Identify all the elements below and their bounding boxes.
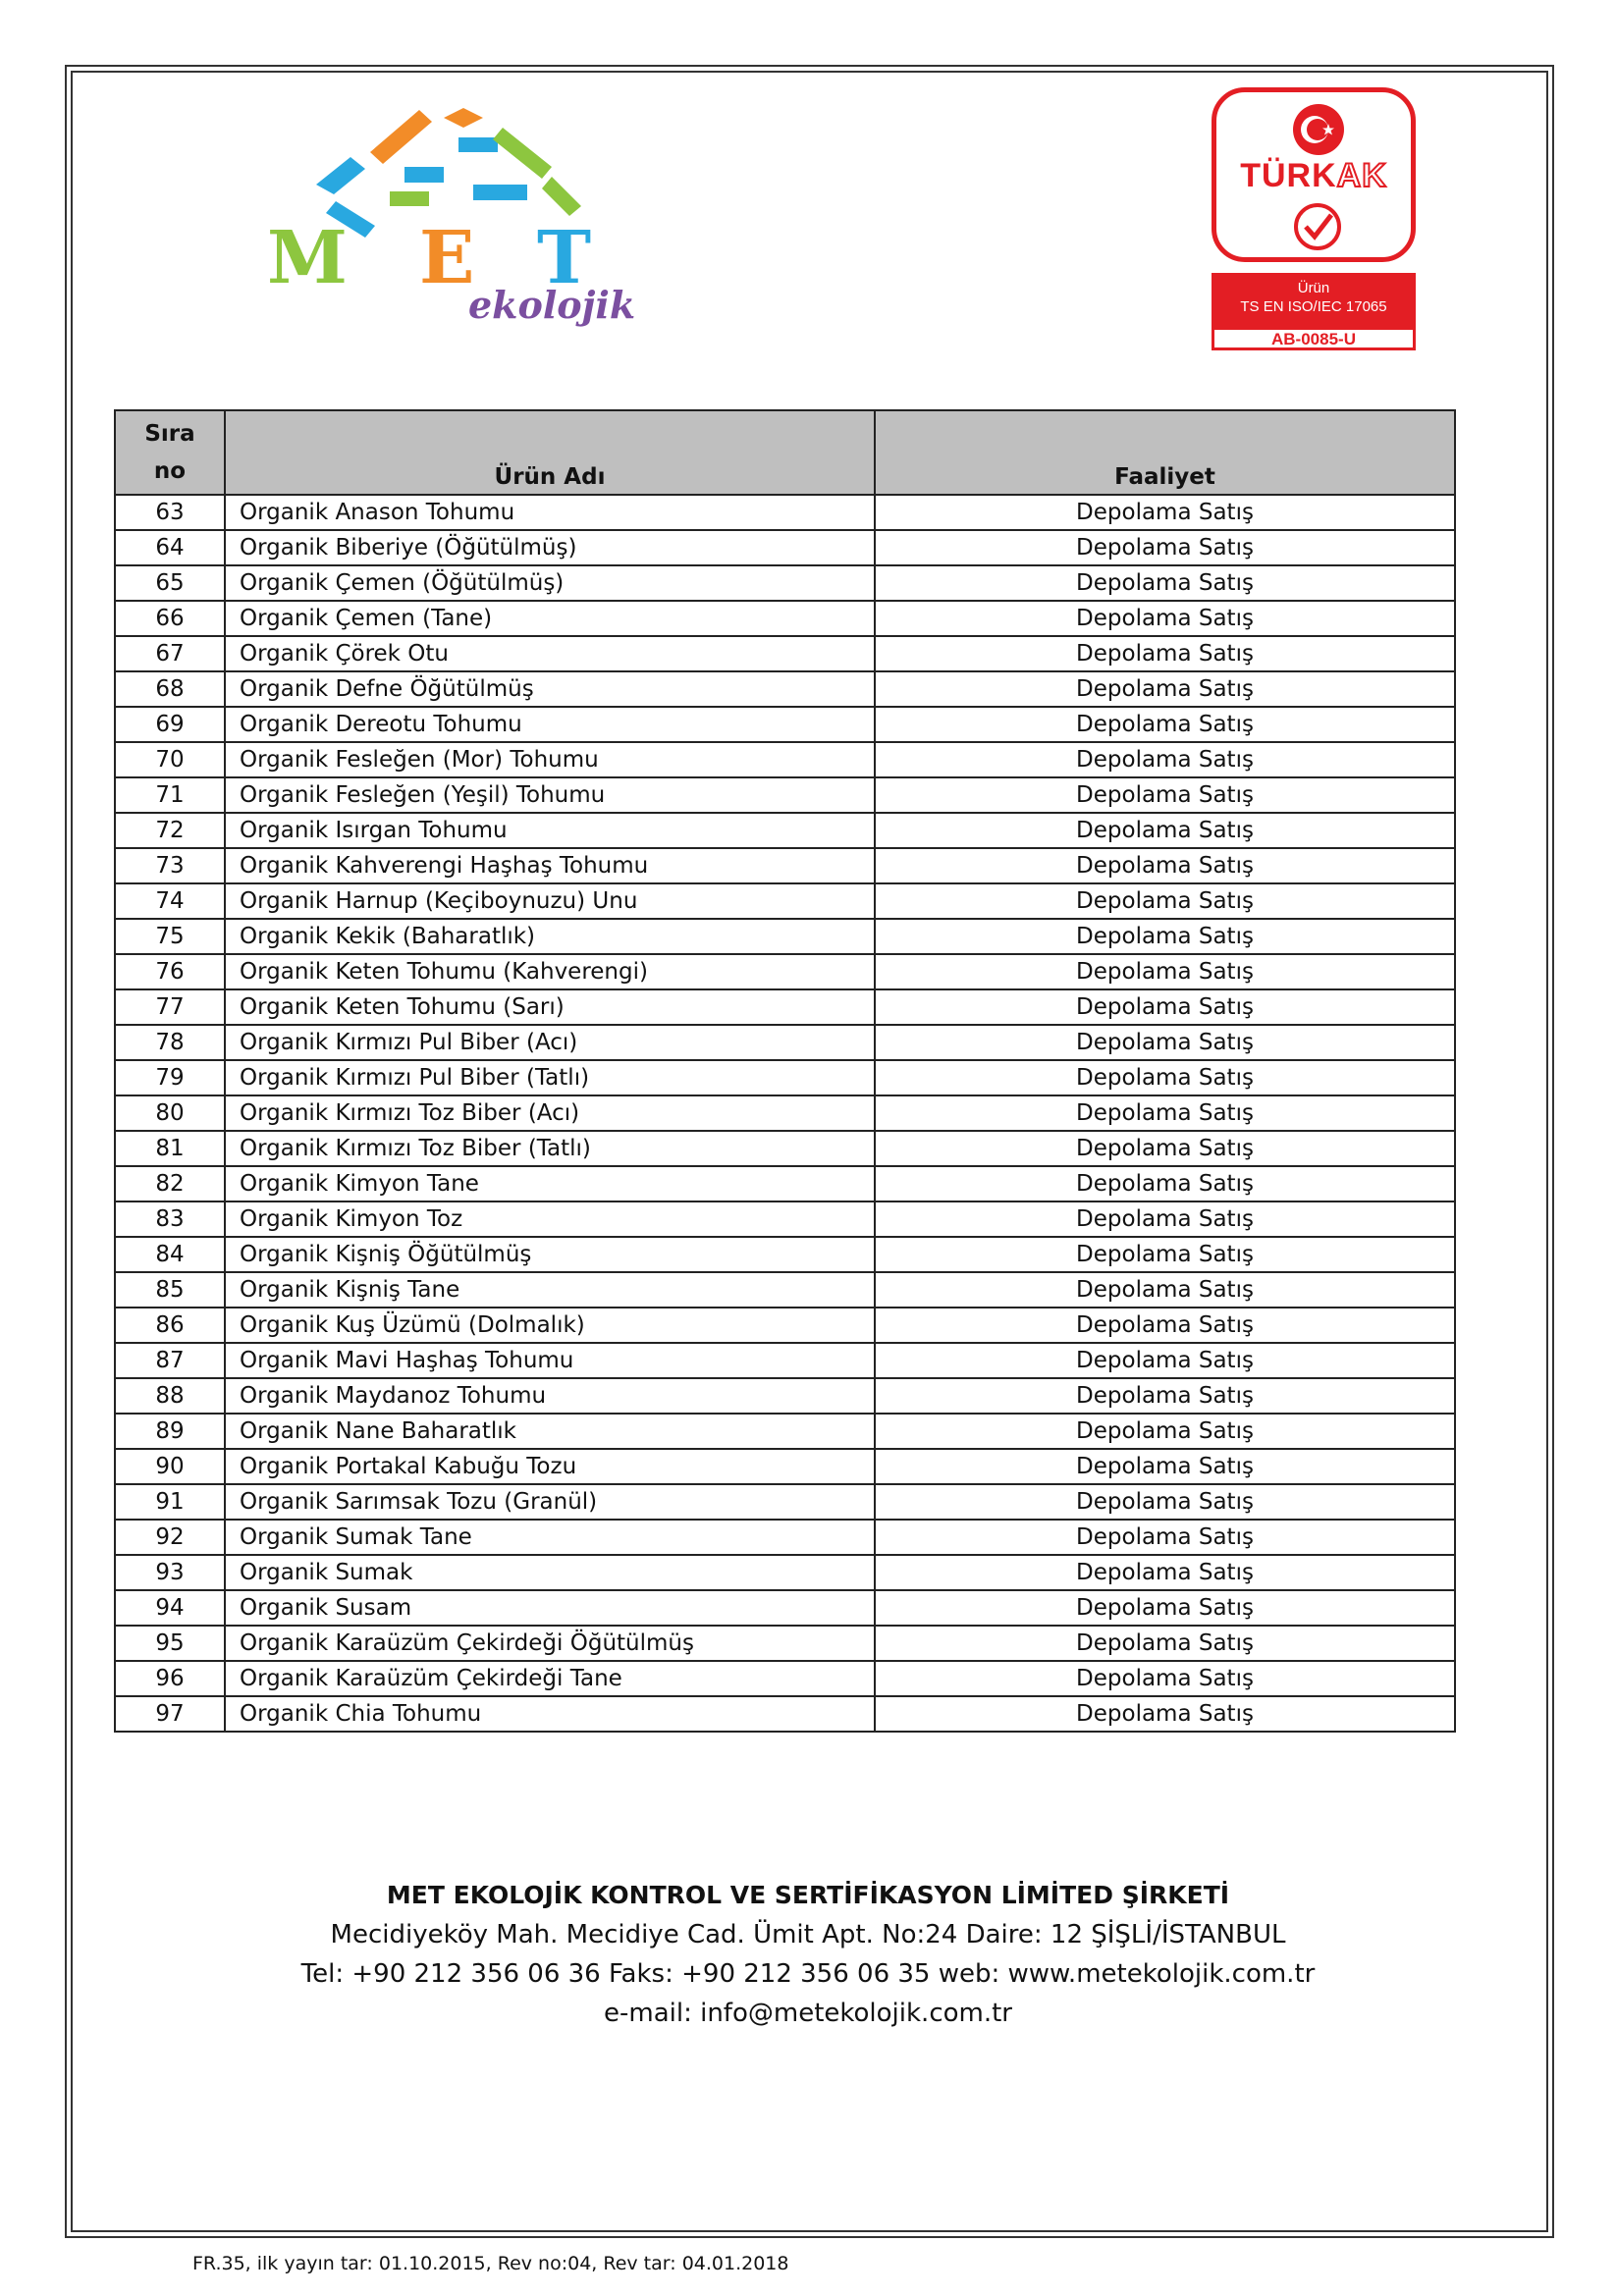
table-row	[115, 1025, 1455, 1060]
row-number: 73	[115, 848, 225, 883]
form-code: FR.35, ilk yayın tar: 01.10.2015, Rev no:04, Rev tar: 04.01.2018	[192, 2253, 789, 2274]
row-activity: Depolama Satış	[875, 1272, 1455, 1308]
table-row	[115, 777, 1455, 813]
row-number: 84	[115, 1237, 225, 1272]
table-row	[115, 1272, 1455, 1308]
row-number: 92	[115, 1520, 225, 1555]
row-activity: Depolama Satış	[875, 1166, 1455, 1201]
footer-company-name: MET EKOLOJİK KONTROL VE SERTİFİKASYON LİMİTED ŞİRKETİ	[386, 1881, 1230, 1909]
table-row	[115, 1626, 1455, 1661]
table-row	[115, 1201, 1455, 1237]
table-row	[115, 601, 1455, 636]
row-number: 87	[115, 1343, 225, 1378]
row-product-name: Organik Biberiye (Öğütülmüş)	[225, 530, 875, 565]
row-number: 67	[115, 636, 225, 671]
row-number: 86	[115, 1308, 225, 1343]
row-number: 97	[115, 1696, 225, 1732]
turkak-band-line1: Ürün	[1297, 280, 1330, 296]
row-product-name: Organik Sumak	[225, 1555, 875, 1590]
table-row	[115, 495, 1455, 530]
turkak-code: AB-0085-U	[1212, 327, 1416, 350]
row-product-name: Organik Karaüzüm Çekirdeği Tane	[225, 1661, 875, 1696]
turkish-flag-icon	[1293, 104, 1344, 155]
row-activity: Depolama Satış	[875, 707, 1455, 742]
footer-address: Mecidiyeköy Mah. Mecidiye Cad. Ümit Apt. No:24 Daire: 12 ŞİŞLİ/İSTANBUL	[330, 1920, 1286, 1949]
row-number: 90	[115, 1449, 225, 1484]
table-row	[115, 1237, 1455, 1272]
row-number: 79	[115, 1060, 225, 1095]
met-letter-e: E	[419, 216, 475, 300]
row-product-name: Organik Harnup (Keçiboynuzu) Unu	[225, 883, 875, 919]
row-activity: Depolama Satış	[875, 1237, 1455, 1272]
row-activity: Depolama Satış	[875, 1201, 1455, 1237]
row-number: 68	[115, 671, 225, 707]
header-sira-no	[115, 410, 225, 495]
row-product-name: Organik Sarımsak Tozu (Granül)	[225, 1484, 875, 1520]
row-number: 65	[115, 565, 225, 601]
row-product-name: Organik Chia Tohumu	[225, 1696, 875, 1732]
header-urun-adi: Ürün Adı	[225, 410, 875, 495]
met-ekolojik-wordmark: ekolojik	[468, 283, 636, 327]
row-number: 89	[115, 1414, 225, 1449]
row-number: 77	[115, 989, 225, 1025]
table-row	[115, 565, 1455, 601]
table-row	[115, 1378, 1455, 1414]
row-activity: Depolama Satış	[875, 1095, 1455, 1131]
row-product-name: Organik Fesleğen (Yeşil) Tohumu	[225, 777, 875, 813]
turkak-word-part1: TÜRK	[1240, 157, 1337, 194]
row-number: 74	[115, 883, 225, 919]
row-number: 80	[115, 1095, 225, 1131]
row-product-name: Organik Kimyon Tane	[225, 1166, 875, 1201]
row-number: 71	[115, 777, 225, 813]
row-activity: Depolama Satış	[875, 495, 1455, 530]
row-activity: Depolama Satış	[875, 742, 1455, 777]
row-activity: Depolama Satış	[875, 1025, 1455, 1060]
table-row	[115, 636, 1455, 671]
row-product-name: Organik Kırmızı Toz Biber (Tatlı)	[225, 1131, 875, 1166]
row-product-name: Organik Çörek Otu	[225, 636, 875, 671]
met-letter-m: M	[267, 216, 348, 300]
row-product-name: Organik Sumak Tane	[225, 1520, 875, 1555]
row-product-name: Organik Karaüzüm Çekirdeği Öğütülmüş	[225, 1626, 875, 1661]
row-product-name: Organik Maydanoz Tohumu	[225, 1378, 875, 1414]
row-product-name: Organik Portakal Kabuğu Tozu	[225, 1449, 875, 1484]
turkak-badge	[1212, 87, 1416, 262]
row-number: 83	[115, 1201, 225, 1237]
table-row	[115, 1449, 1455, 1484]
row-product-name: Organik Mavi Haşhaş Tohumu	[225, 1343, 875, 1378]
row-product-name: Organik Keten Tohumu (Sarı)	[225, 989, 875, 1025]
row-number: 64	[115, 530, 225, 565]
row-product-name: Organik Keten Tohumu (Kahverengi)	[225, 954, 875, 989]
row-activity: Depolama Satış	[875, 1661, 1455, 1696]
row-activity: Depolama Satış	[875, 530, 1455, 565]
row-number: 66	[115, 601, 225, 636]
table-header-row	[115, 410, 1455, 495]
row-product-name: Organik Çemen (Öğütülmüş)	[225, 565, 875, 601]
row-activity: Depolama Satış	[875, 1520, 1455, 1555]
row-product-name: Organik Kahverengi Haşhaş Tohumu	[225, 848, 875, 883]
table-row	[115, 883, 1455, 919]
row-activity: Depolama Satış	[875, 1131, 1455, 1166]
table-row	[115, 530, 1455, 565]
row-number: 93	[115, 1555, 225, 1590]
row-activity: Depolama Satış	[875, 636, 1455, 671]
table-row	[115, 813, 1455, 848]
turkak-wordmark	[1216, 157, 1411, 195]
footer-contact: Tel: +90 212 356 06 36 Faks: +90 212 356 06 35 web: www.metekolojik.com.tr	[300, 1959, 1316, 1989]
row-activity: Depolama Satış	[875, 919, 1455, 954]
table-row	[115, 1060, 1455, 1095]
row-activity: Depolama Satış	[875, 1696, 1455, 1732]
table-row	[115, 1484, 1455, 1520]
row-number: 69	[115, 707, 225, 742]
row-number: 63	[115, 495, 225, 530]
row-product-name: Organik Kekik (Baharatlık)	[225, 919, 875, 954]
met-letter-t: T	[537, 216, 592, 300]
row-activity: Depolama Satış	[875, 601, 1455, 636]
row-number: 70	[115, 742, 225, 777]
table-row	[115, 1166, 1455, 1201]
row-activity: Depolama Satış	[875, 1343, 1455, 1378]
row-product-name: Organik Kırmızı Toz Biber (Acı)	[225, 1095, 875, 1131]
table-row	[115, 848, 1455, 883]
turkak-accreditation-mark	[1212, 87, 1420, 350]
table-row	[115, 742, 1455, 777]
row-activity: Depolama Satış	[875, 848, 1455, 883]
header-no: no	[153, 458, 187, 484]
row-activity: Depolama Satış	[875, 989, 1455, 1025]
table-row	[115, 1520, 1455, 1555]
row-activity: Depolama Satış	[875, 671, 1455, 707]
row-number: 91	[115, 1484, 225, 1520]
table-row	[115, 989, 1455, 1025]
row-number: 78	[115, 1025, 225, 1060]
header-faaliyet: Faaliyet	[875, 410, 1455, 495]
turkak-band-line2: TS EN ISO/IEC 17065	[1240, 298, 1387, 315]
row-activity: Depolama Satış	[875, 954, 1455, 989]
table-row	[115, 954, 1455, 989]
row-number: 81	[115, 1131, 225, 1166]
row-product-name: Organik Kuş Üzümü (Dolmalık)	[225, 1308, 875, 1343]
row-activity: Depolama Satış	[875, 1626, 1455, 1661]
row-activity: Depolama Satış	[875, 1414, 1455, 1449]
row-number: 88	[115, 1378, 225, 1414]
turkak-scope-band	[1212, 273, 1416, 328]
row-product-name: Organik Nane Baharatlık	[225, 1414, 875, 1449]
row-activity: Depolama Satış	[875, 1308, 1455, 1343]
row-number: 75	[115, 919, 225, 954]
met-ekolojik-logo	[257, 98, 636, 353]
row-product-name: Organik Kişniş Tane	[225, 1272, 875, 1308]
table-row	[115, 919, 1455, 954]
row-activity: Depolama Satış	[875, 565, 1455, 601]
row-product-name: Organik Susam	[225, 1590, 875, 1626]
row-product-name: Organik Kişniş Öğütülmüş	[225, 1237, 875, 1272]
row-product-name: Organik Isırgan Tohumu	[225, 813, 875, 848]
row-activity: Depolama Satış	[875, 1555, 1455, 1590]
row-number: 76	[115, 954, 225, 989]
table-row	[115, 1590, 1455, 1626]
table-row	[115, 671, 1455, 707]
table-row	[115, 707, 1455, 742]
row-activity: Depolama Satış	[875, 1060, 1455, 1095]
row-product-name: Organik Fesleğen (Mor) Tohumu	[225, 742, 875, 777]
check-circle-icon	[1292, 201, 1343, 252]
row-number: 94	[115, 1590, 225, 1626]
row-number: 72	[115, 813, 225, 848]
row-product-name: Organik Anason Tohumu	[225, 495, 875, 530]
row-activity: Depolama Satış	[875, 813, 1455, 848]
product-table	[114, 409, 1456, 1733]
table-row	[115, 1095, 1455, 1131]
row-product-name: Organik Kırmızı Pul Biber (Tatlı)	[225, 1060, 875, 1095]
row-activity: Depolama Satış	[875, 1378, 1455, 1414]
row-number: 96	[115, 1661, 225, 1696]
table-row	[115, 1308, 1455, 1343]
table-body	[115, 495, 1455, 1732]
row-number: 82	[115, 1166, 225, 1201]
footer-email: e-mail: info@metekolojik.com.tr	[604, 1999, 1012, 2028]
row-activity: Depolama Satış	[875, 1590, 1455, 1626]
row-product-name: Organik Dereotu Tohumu	[225, 707, 875, 742]
header-sira: Sıra	[144, 421, 195, 447]
table-row	[115, 1343, 1455, 1378]
row-number: 95	[115, 1626, 225, 1661]
row-activity: Depolama Satış	[875, 1449, 1455, 1484]
table-row	[115, 1661, 1455, 1696]
row-number: 85	[115, 1272, 225, 1308]
table-row	[115, 1696, 1455, 1732]
row-product-name: Organik Kırmızı Pul Biber (Acı)	[225, 1025, 875, 1060]
turkak-word-part2: AK	[1336, 157, 1387, 194]
table-row	[115, 1414, 1455, 1449]
row-activity: Depolama Satış	[875, 1484, 1455, 1520]
table-row	[115, 1131, 1455, 1166]
row-product-name: Organik Defne Öğütülmüş	[225, 671, 875, 707]
row-product-name: Organik Kimyon Toz	[225, 1201, 875, 1237]
row-activity: Depolama Satış	[875, 883, 1455, 919]
row-product-name: Organik Çemen (Tane)	[225, 601, 875, 636]
table-row	[115, 1555, 1455, 1590]
row-activity: Depolama Satış	[875, 777, 1455, 813]
